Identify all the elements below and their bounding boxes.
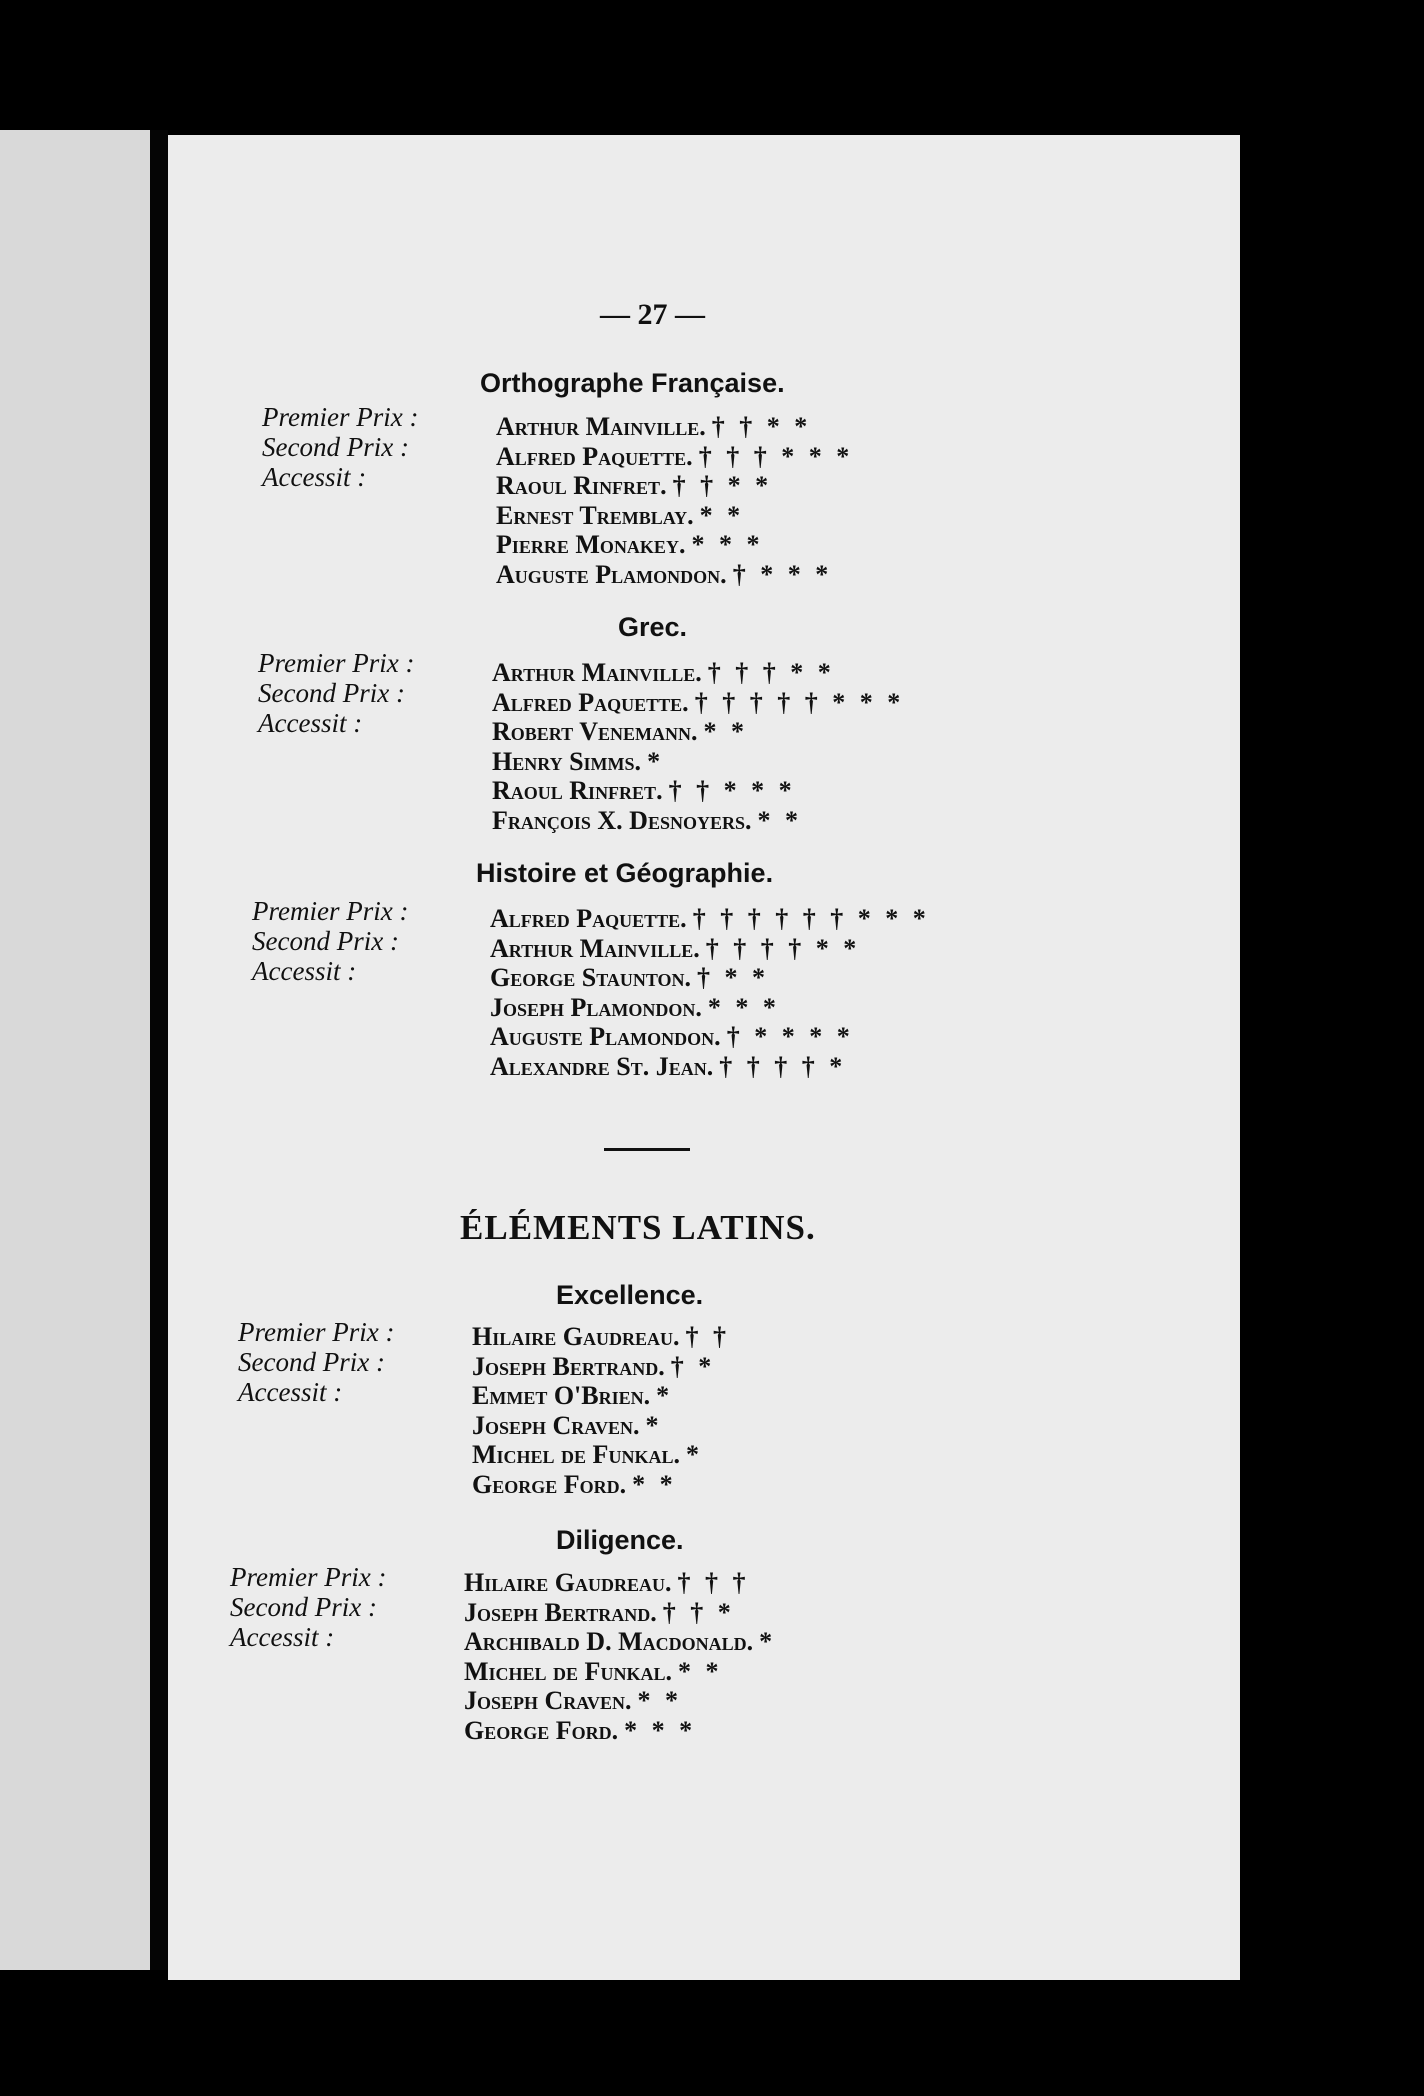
list-item: [464, 1657, 776, 1687]
student-name: George Ford.: [464, 1715, 619, 1745]
list-item: [496, 501, 853, 531]
label-second-prix: Second Prix :: [252, 926, 399, 956]
distinction-marks: † † † † *: [719, 1051, 847, 1081]
student-name: Archibald D. Macdonald.: [464, 1627, 754, 1656]
distinction-marks: † † * *: [711, 412, 812, 441]
student-name: Joseph Plamondon.: [490, 992, 702, 1022]
distinction-marks: † † † * *: [707, 658, 835, 687]
section-title: Excellence.: [556, 1280, 704, 1310]
entry-list: [492, 658, 904, 835]
student-name: Arthur Mainville.: [492, 658, 702, 687]
section-title: Orthographe Française.: [480, 368, 785, 398]
student-name: Hilaire Gaudreau.: [472, 1322, 680, 1351]
distinction-marks: *: [685, 1440, 703, 1469]
label-second-prix: Second Prix :: [262, 432, 409, 462]
label-accessit: Accessit :: [230, 1622, 335, 1652]
page-gutter: [150, 130, 168, 1970]
list-item: [472, 1440, 730, 1470]
part-title: ÉLÉMENTS LATINS.: [460, 1208, 816, 1247]
student-name: Raoul Rinfret.: [492, 776, 663, 805]
label-accessit: Accessit :: [238, 1377, 343, 1407]
distinction-marks: † † † * * *: [698, 441, 854, 471]
label-second-prix: Second Prix :: [230, 1592, 377, 1622]
distinction-marks: † † † † † † * * *: [692, 904, 930, 933]
student-name: Alfred Paquette.: [492, 687, 689, 717]
section-title: Diligence.: [556, 1525, 684, 1555]
distinction-marks: † *: [670, 1351, 716, 1381]
distinction-marks: * *: [637, 1686, 682, 1715]
student-name: Michel de Funkal.: [464, 1656, 672, 1686]
distinction-marks: * *: [677, 1656, 723, 1686]
prize-labels: [230, 1562, 386, 1652]
student-name: Auguste Plamondon.: [490, 1022, 721, 1051]
entry-list: [496, 412, 853, 589]
distinction-marks: † * * * *: [726, 1022, 854, 1051]
label-premier-prix: Premier Prix :: [238, 1317, 395, 1347]
list-item: [492, 776, 904, 806]
prize-labels: [262, 402, 418, 492]
distinction-marks: † †: [685, 1322, 730, 1351]
list-item: [496, 560, 853, 590]
student-name: Alfred Paquette.: [490, 904, 687, 933]
list-item: [472, 1470, 730, 1500]
student-name: Joseph Craven.: [464, 1686, 632, 1715]
distinction-marks: *: [645, 1410, 663, 1440]
list-item: [464, 1598, 776, 1628]
label-second-prix: Second Prix :: [258, 678, 405, 708]
list-item: [496, 471, 853, 501]
list-item: [490, 1022, 930, 1052]
distinction-marks: *: [656, 1381, 674, 1410]
distinction-marks: *: [647, 746, 665, 776]
distinction-marks: * *: [703, 717, 748, 746]
list-item: [464, 1568, 776, 1598]
list-item: [472, 1322, 730, 1352]
student-name: Alexandre St. Jean.: [490, 1051, 714, 1081]
label-accessit: Accessit :: [258, 708, 363, 738]
distinction-marks: † † † † * *: [705, 933, 861, 963]
student-name: Alfred Paquette.: [496, 441, 693, 471]
distinction-marks: † * *: [697, 963, 770, 992]
prize-labels: [258, 648, 414, 738]
student-name: Auguste Plamondon.: [496, 559, 727, 589]
list-item: [492, 658, 904, 688]
distinction-marks: * * *: [691, 530, 764, 559]
student-name: George Staunton.: [490, 963, 692, 992]
list-item: [492, 717, 904, 747]
list-item: [490, 1052, 930, 1082]
list-item: [464, 1686, 776, 1716]
student-name: Joseph Bertrand.: [464, 1597, 657, 1627]
list-item: [492, 747, 904, 777]
list-item: [490, 904, 930, 934]
label-premier-prix: Premier Prix :: [262, 402, 419, 432]
student-name: Ernest Tremblay.: [496, 500, 694, 530]
distinction-marks: *: [759, 1627, 777, 1656]
prize-labels: [252, 896, 408, 986]
distinction-marks: † * * *: [732, 559, 833, 589]
label-premier-prix: Premier Prix :: [230, 1562, 387, 1592]
entry-list: [472, 1322, 730, 1499]
entry-list: [490, 904, 930, 1081]
student-name: Hilaire Gaudreau.: [464, 1568, 672, 1597]
student-name: Pierre Monakey.: [496, 530, 686, 559]
entry-list: [464, 1568, 776, 1745]
list-item: [464, 1627, 776, 1657]
list-item: [472, 1352, 730, 1382]
distinction-marks: † † * *: [672, 471, 773, 500]
label-accessit: Accessit :: [262, 462, 367, 492]
section-title: Grec.: [618, 612, 688, 642]
student-name: Raoul Rinfret.: [496, 471, 667, 500]
list-item: [492, 806, 904, 836]
student-name: Joseph Craven.: [472, 1410, 640, 1440]
distinction-marks: * *: [757, 805, 802, 835]
distinction-marks: * * *: [707, 992, 780, 1022]
distinction-marks: * * *: [624, 1715, 697, 1745]
distinction-marks: † † * * *: [668, 776, 796, 805]
list-item: [490, 934, 930, 964]
label-premier-prix: Premier Prix :: [252, 896, 409, 926]
page-number: — 27 —: [600, 298, 705, 331]
list-item: [490, 963, 930, 993]
student-name: Arthur Mainville.: [490, 933, 700, 963]
student-name: Joseph Bertrand.: [472, 1351, 665, 1381]
student-name: Arthur Mainville.: [496, 412, 706, 441]
list-item: [492, 688, 904, 718]
student-name: Emmet O'Brien.: [472, 1381, 651, 1410]
distinction-marks: * *: [632, 1469, 677, 1499]
list-item: [472, 1411, 730, 1441]
label-second-prix: Second Prix :: [238, 1347, 385, 1377]
label-premier-prix: Premier Prix :: [258, 648, 415, 678]
student-name: George Ford.: [472, 1469, 627, 1499]
distinction-marks: † † † † † * * *: [694, 687, 905, 717]
divider-rule: [604, 1148, 690, 1151]
list-item: [496, 442, 853, 472]
prize-labels: [238, 1317, 394, 1407]
list-item: [496, 530, 853, 560]
student-name: Robert Venemann.: [492, 717, 698, 746]
label-accessit: Accessit :: [252, 956, 357, 986]
student-name: Michel de Funkal.: [472, 1440, 680, 1469]
student-name: François X. Desnoyers.: [492, 805, 752, 835]
section-title: Histoire et Géographie.: [476, 858, 774, 888]
list-item: [472, 1381, 730, 1411]
left-page-edge: [0, 130, 150, 1970]
list-item: [464, 1716, 776, 1746]
distinction-marks: † † †: [677, 1568, 750, 1597]
student-name: Henry Simms.: [492, 746, 642, 776]
distinction-marks: † † *: [662, 1597, 735, 1627]
list-item: [490, 993, 930, 1023]
list-item: [496, 412, 853, 442]
distinction-marks: * *: [699, 500, 745, 530]
